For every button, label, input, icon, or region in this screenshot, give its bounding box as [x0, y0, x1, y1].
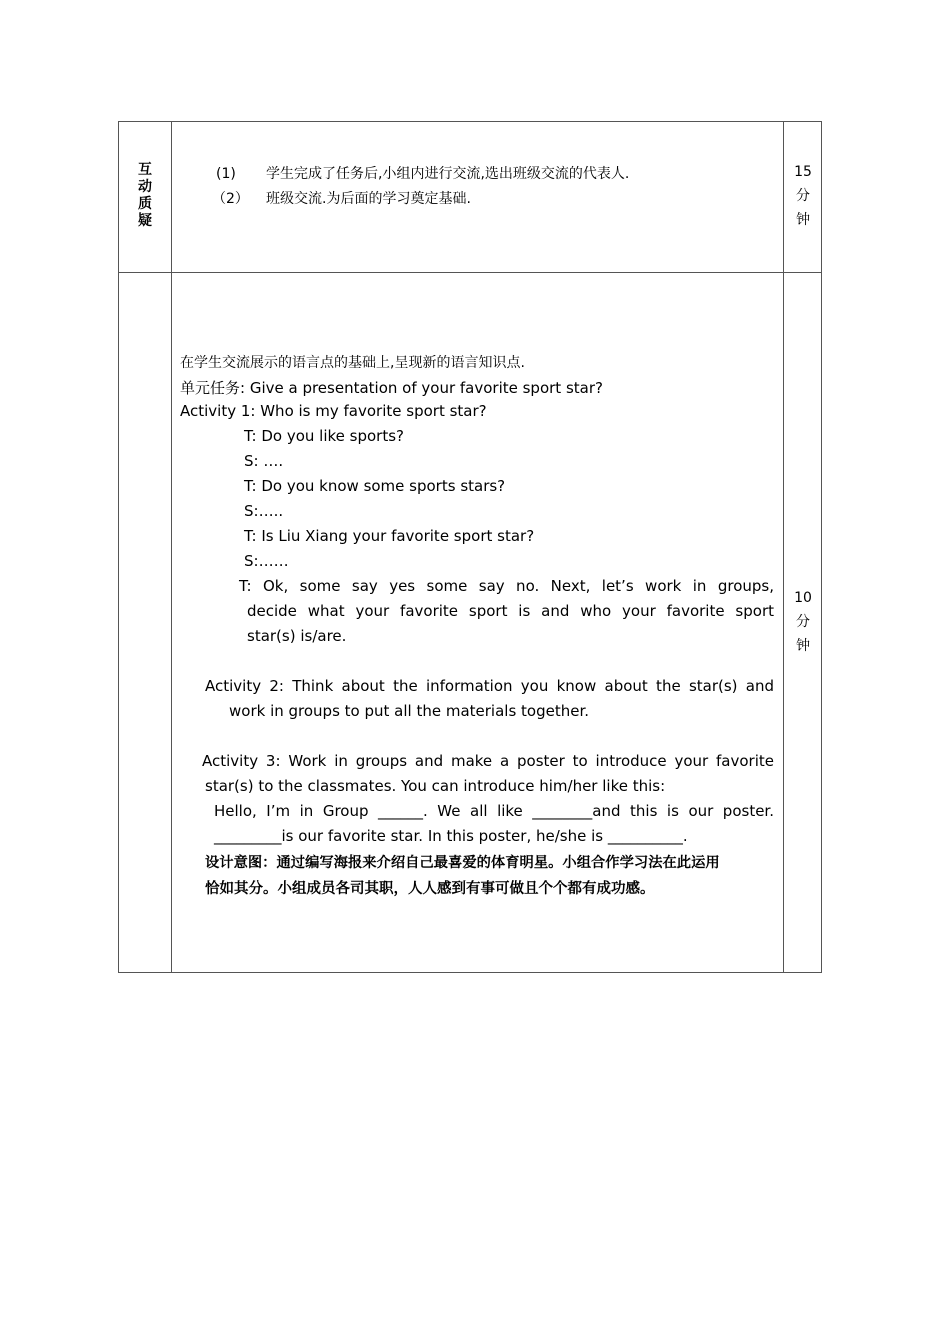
- design-intent-line: 恰如其分。小组成员各司其职，人人感到有事可做且个个都有成功感。: [205, 881, 655, 897]
- time-unit-char: 钟: [796, 212, 810, 228]
- activity3-line: star(s) to the classmates. You can introduce him/her like this:: [205, 777, 666, 795]
- row1-item-1: [216, 163, 629, 183]
- activity2-line: work in groups to put all the materials together.: [229, 702, 590, 720]
- item-number: (1): [216, 166, 236, 182]
- activity3-line: Hello, I’m in Group ______. We all like ________and this is our poster.: [214, 802, 774, 820]
- time-cell-row2: [784, 586, 822, 658]
- dialogue-line: S: ….: [244, 452, 284, 470]
- row1-item-2: [212, 188, 471, 208]
- table-border-left: [118, 121, 119, 973]
- item-text: 班级交流.为后面的学习奠定基础.: [266, 191, 471, 207]
- intro-text: 在学生交流展示的语言点的基础上,呈现新的语言知识点.: [180, 355, 525, 371]
- time-value: 10: [794, 590, 812, 606]
- column-divider-2: [783, 121, 784, 973]
- time-unit-char: 钟: [796, 638, 810, 654]
- dialogue-line: S:……: [244, 552, 289, 570]
- item-number: （2）: [212, 191, 249, 207]
- section-label-interaction: [130, 162, 160, 230]
- activity1-title: Activity 1: Who is my favorite sport star?: [180, 402, 487, 420]
- activity3-line: Activity 3: Work in groups and make a poster to introduce your favorite: [202, 752, 774, 770]
- time-value: 15: [794, 164, 812, 180]
- unit-task: 单元任务: Give a presentation of your favorite sport star?: [180, 379, 603, 397]
- activity1-closing-line: T: Ok, some say yes some say no. Next, let’s work in groups,: [239, 577, 774, 595]
- label-char: 互: [138, 162, 152, 178]
- table-border-bottom: [118, 972, 822, 973]
- label-char: 疑: [138, 213, 152, 229]
- item-text: 学生完成了任务后,小组内进行交流,选出班级交流的代表人.: [266, 166, 630, 182]
- dialogue-line: T: Do you know some sports stars?: [244, 477, 506, 495]
- activity2-line: Activity 2: Think about the information you know about the star(s) and: [205, 677, 774, 695]
- table-border-right: [821, 121, 822, 973]
- dialogue-line: S:…..: [244, 502, 284, 520]
- activity1-closing-line: decide what your favorite sport is and who your favorite sport: [247, 602, 774, 620]
- dialogue-line: T: Is Liu Xiang your favorite sport star?: [244, 527, 535, 545]
- time-unit-char: 分: [796, 188, 810, 204]
- label-char: 质: [138, 196, 152, 212]
- activity1-closing-line: star(s) is/are.: [247, 627, 347, 645]
- table-border-top: [118, 121, 822, 122]
- time-cell-row1: [784, 160, 822, 232]
- column-divider-1: [171, 121, 172, 973]
- time-unit-char: 分: [796, 614, 810, 630]
- dialogue-line: T: Do you like sports?: [244, 427, 404, 445]
- design-intent-line: 设计意图：通过编写海报来介绍自己最喜爱的体育明星。小组合作学习法在此运用: [205, 855, 720, 871]
- label-char: 动: [138, 179, 152, 195]
- row-divider: [118, 272, 822, 273]
- activity3-line: _________is our favorite star. In this poster, he/she is __________.: [214, 827, 688, 845]
